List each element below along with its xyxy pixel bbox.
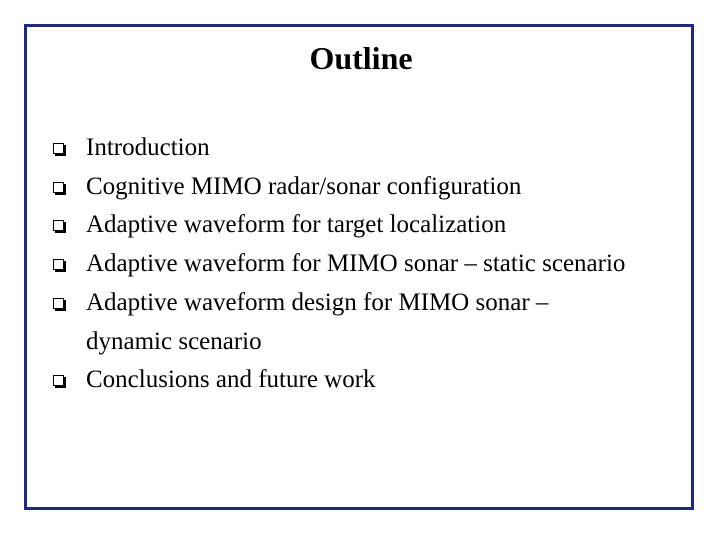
- outline-item-text: Cognitive MIMO radar/sonar configuration: [86, 172, 522, 200]
- outline-item-text: Adaptive waveform for target localization: [86, 211, 507, 239]
- outline-item-dynamic-scenario: [50, 284, 700, 361]
- outline-item-conclusions: [50, 361, 700, 400]
- outline-item-cognitive-mimo: [50, 168, 700, 207]
- slide-title-text: Outline: [309, 40, 413, 76]
- square-bullet-icon: [53, 143, 64, 154]
- outline-item-text-line2: dynamic scenario: [86, 327, 262, 355]
- outline-item-text-line1: Adaptive waveform design for MIMO sonar –: [86, 288, 549, 316]
- square-bullet-icon: [53, 182, 64, 193]
- outline-list: [50, 129, 700, 400]
- outline-item-text: Introduction: [86, 134, 210, 161]
- outline-item-introduction: [50, 129, 700, 168]
- outline-item-text: Conclusions and future work: [86, 366, 376, 394]
- slide-title: [0, 38, 720, 78]
- square-bullet-icon: [53, 375, 64, 386]
- square-bullet-icon: [53, 220, 64, 231]
- square-bullet-icon: [53, 298, 64, 309]
- outline-item-text: Adaptive waveform for MIMO sonar – static scenario: [86, 250, 626, 278]
- outline-item-static-scenario: [50, 245, 700, 284]
- square-bullet-icon: [53, 259, 64, 270]
- outline-item-target-localization: [50, 206, 700, 245]
